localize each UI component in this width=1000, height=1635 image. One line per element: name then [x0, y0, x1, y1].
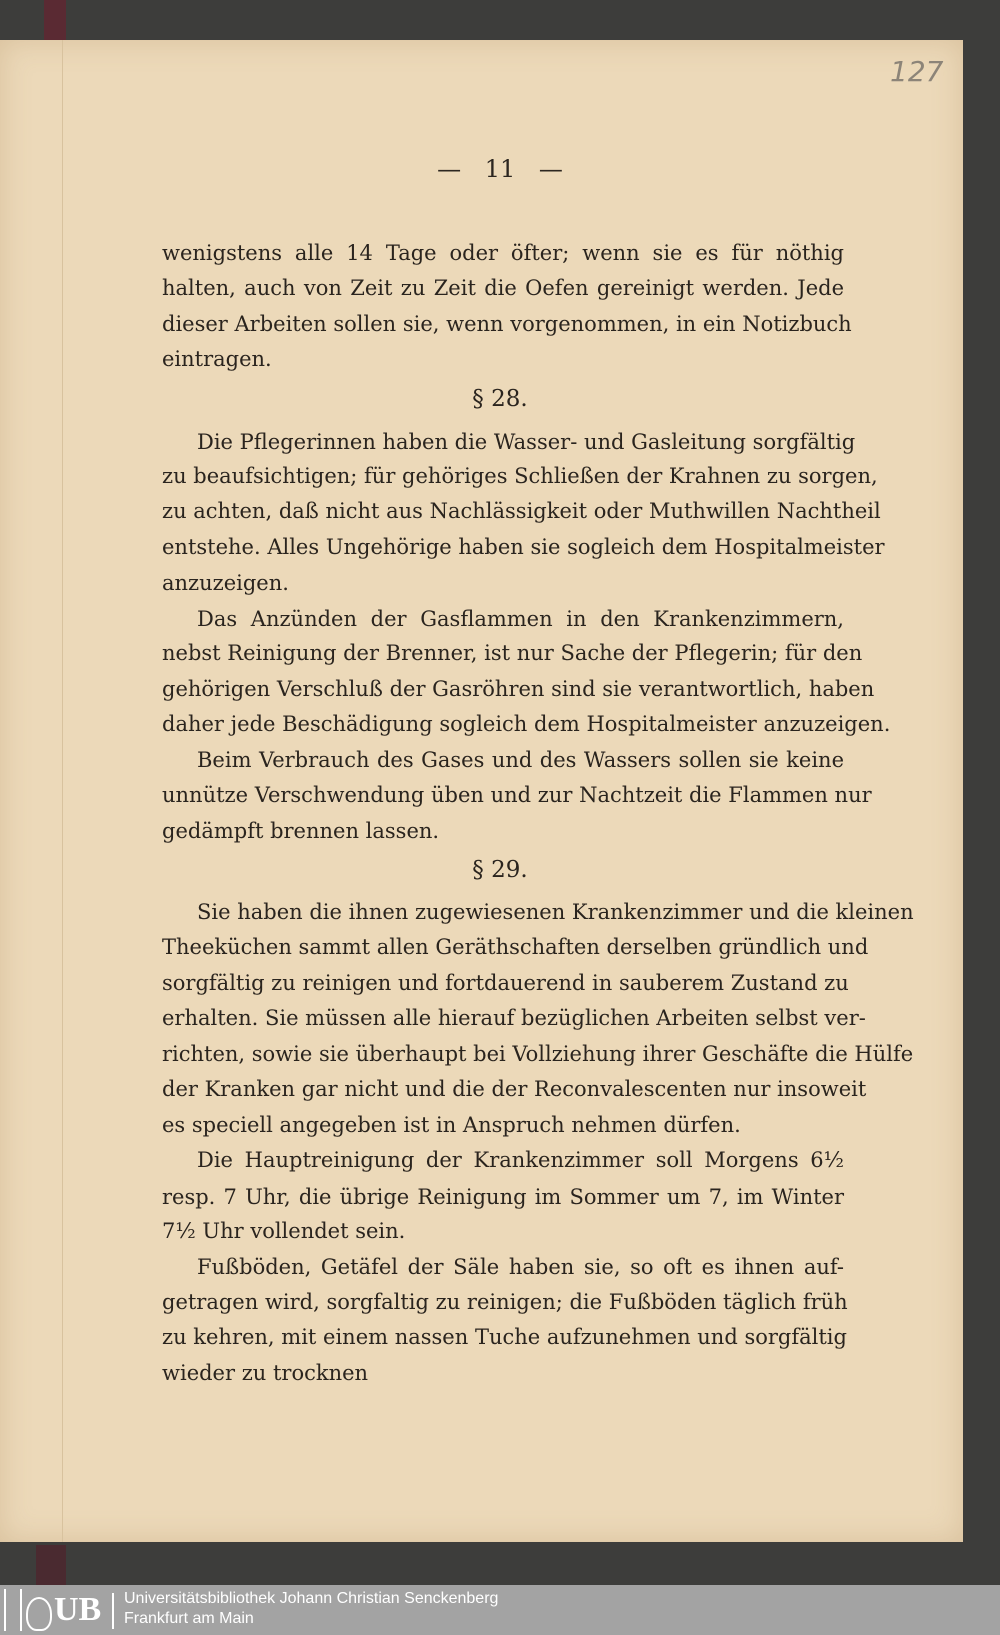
- text-line: Die Pflegerinnen haben die Wasser- und Gasleitung sorgfältig: [197, 430, 856, 454]
- text-line: unnütze Verschwendung üben und zur Nachtzeit die Flammen nur: [162, 783, 872, 807]
- text-line: sorgfältig zu reinigen und fortdauerend in sauberem Zustand zu: [162, 971, 849, 995]
- text-line: Theeküchen sammt allen Geräthschaften derselben gründlich und: [162, 935, 869, 959]
- text-line: der Kranken gar nicht und die der Reconvalescenten nur insoweit: [162, 1077, 867, 1101]
- text-line: zu achten, daß nicht aus Nachlässigkeit oder Muthwillen Nachtheil: [162, 499, 881, 523]
- text-line: gedämpft brennen lassen.: [162, 819, 440, 843]
- text-line: Das Anzünden der Gasflammen in den Krankenzimmern,: [197, 607, 844, 631]
- text-line: dieser Arbeiten sollen sie, wenn vorgenommen, in ein Notizbuch: [162, 312, 852, 336]
- section-heading: § 28.: [472, 386, 528, 412]
- text-line: Die Hauptreinigung der Krankenzimmer soll Morgens 6½: [197, 1148, 844, 1172]
- ub-logo-text: UB: [54, 1591, 102, 1628]
- text-line: nebst Reinigung der Brenner, ist nur Sache der Pflegerin; für den: [162, 641, 863, 665]
- library-name: Universitätsbibliothek Johann Christian Senckenberg: [124, 1590, 499, 1607]
- library-city: Frankfurt am Main: [124, 1610, 254, 1627]
- handwritten-folio: 127: [890, 55, 944, 88]
- text-line: eintragen.: [162, 347, 272, 371]
- text-line: wieder zu trocknen: [162, 1361, 369, 1385]
- text-line: anzuzeigen.: [162, 571, 289, 595]
- text-line: resp. 7 Uhr, die übrige Reinigung im Sommer um 7, im Winter: [162, 1185, 844, 1209]
- text-line: richten, sowie sie überhaupt bei Vollziehung ihrer Geschäfte die Hülfe: [162, 1042, 914, 1066]
- text-line: daher jede Beschädigung sogleich dem Hospitalmeister anzuzeigen.: [162, 712, 891, 736]
- page-fold: [62, 40, 63, 1542]
- text-line: Sie haben die ihnen zugewiesenen Krankenzimmer und die kleinen: [197, 900, 914, 924]
- text-line: wenigstens alle 14 Tage oder öfter; wenn sie es für nöthig: [162, 241, 844, 265]
- text-line: es speciell angegeben ist in Anspruch nehmen dürfen.: [162, 1113, 741, 1137]
- text-line: Fußböden, Getäfel der Säle haben sie, so oft es ihnen auf-: [197, 1255, 844, 1279]
- text-line: getragen wird, sorgfaltig zu reinigen; die Fußböden täglich früh: [162, 1290, 848, 1314]
- text-line: halten, auch von Zeit zu Zeit die Oefen gereinigt werden. Jede: [162, 276, 844, 300]
- text-line: erhalten. Sie müssen alle hierauf bezüglichen Arbeiten selbst ver-: [162, 1006, 866, 1030]
- book-spine: [36, 1545, 66, 1585]
- text-line: zu kehren, mit einem nassen Tuche aufzunehmen und sorgfältig: [162, 1325, 847, 1349]
- text-line: entstehe. Alles Ungehörige haben sie sogleich dem Hospitalmeister: [162, 535, 885, 559]
- section-heading: § 29.: [472, 857, 528, 883]
- text-line: zu beaufsichtigen; für gehöriges Schließen der Krahnen zu sorgen,: [162, 464, 878, 488]
- page-number: — 11 —: [437, 155, 563, 183]
- text-line: Beim Verbrauch des Gases und des Wassers sollen sie keine: [197, 748, 844, 772]
- book-spine: [44, 0, 66, 40]
- text-line: gehörigen Verschluß der Gasröhren sind sie verantwortlich, haben: [162, 677, 875, 701]
- ub-logo: [4, 1589, 114, 1631]
- text-line: 7½ Uhr vollendet sein.: [162, 1219, 406, 1243]
- library-footer: [0, 1585, 1000, 1635]
